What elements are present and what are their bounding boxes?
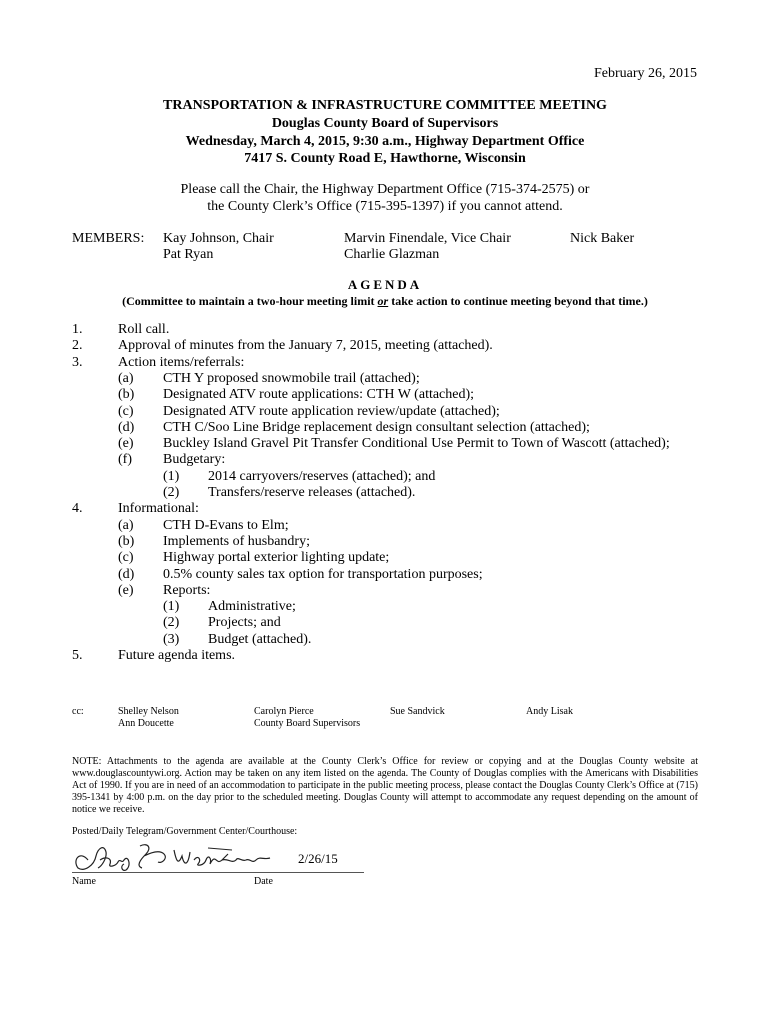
agenda-item-text: Implements of husbandry; <box>163 533 310 549</box>
cc-recipient: County Board Supervisors <box>254 718 361 729</box>
agenda-item-number: 3. <box>72 354 83 370</box>
agenda-item-text: Approval of minutes from the January 7, 2015, meeting (attached). <box>118 338 493 354</box>
agenda-note <box>0 294 770 309</box>
agenda-item-text: Action items/referrals: <box>118 354 245 370</box>
date-label: Date <box>254 876 273 887</box>
agenda-item-number: (d) <box>118 419 135 435</box>
member-name: Nick Baker <box>570 231 635 246</box>
member-name: Kay Johnson, Chair <box>163 231 274 246</box>
agenda-item-text: Future agenda items. <box>118 648 236 663</box>
agenda-item-text: Projects; and <box>208 615 281 631</box>
agenda-item-number: (f) <box>118 452 132 468</box>
agenda-item-number: (e) <box>118 436 134 452</box>
cc-recipient: Andy Lisak <box>526 706 573 717</box>
agenda-item-text: Budget (attached). <box>208 631 312 647</box>
agenda-item-number: (c) <box>118 550 134 566</box>
agenda-title: AGENDA <box>347 277 423 292</box>
cc-recipient: Sue Sandvick <box>390 706 445 717</box>
meeting-datetime: Wednesday, March 4, 2015, 9:30 a.m., Highway Department Office <box>185 134 585 149</box>
agenda-item-number: (2) <box>163 615 180 631</box>
agenda-item-text: CTH C/Soo Line Bridge replacement design consultant selection (attached); <box>163 419 590 435</box>
agenda-item-text: Highway portal exterior lighting update; <box>163 550 390 566</box>
cc-recipient: Ann Doucette <box>118 718 174 729</box>
agenda-item-text: Designated ATV route application review/update (attached); <box>163 403 500 419</box>
cc-recipient: Carolyn Pierce <box>254 706 314 717</box>
agenda-item-number: (d) <box>118 566 135 582</box>
agenda-item-text: CTH Y proposed snowmobile trail (attached); <box>163 370 420 386</box>
agenda-item-number: 4. <box>72 501 83 517</box>
accessibility-note: NOTE: Attachments to the agenda are available at the County Clerk’s Office for review or copying and at the Douglas County website at www.douglascountywi.org. Action may be taken on any item listed on the agenda. The County of Douglas complies with the Americans with Disabilities Act of 1990. If you are in need of an accommodation to participate in the public meeting process, please contact the Douglas County Clerk’s Office at (715) 395-1341 by 4:00 p.m. on the day prior to the scheduled meeting. Douglas County will attempt to accommodate any request depending on the amount of notice we receive. <box>72 756 698 815</box>
document-date: February 26, 2015 <box>593 66 697 81</box>
agenda-item-number: (e) <box>118 582 134 598</box>
member-name: Marvin Finendale, Vice Chair <box>344 231 511 246</box>
attendance-instructions-line1: Please call the Chair, the Highway Department Office (715-374-2575) or <box>180 182 590 197</box>
agenda-item-text: CTH D-Evans to Elm; <box>163 517 289 533</box>
members-label: MEMBERS: <box>72 231 145 246</box>
agenda-item-number: (2) <box>163 485 180 500</box>
board-name: Douglas County Board of Supervisors <box>271 116 499 131</box>
agenda-item-text: Transfers/reserve releases (attached). <box>208 485 416 500</box>
handwritten-signature <box>66 838 286 874</box>
signed-date: 2/26/15 <box>298 851 338 866</box>
agenda-item-text: Budgetary: <box>163 452 226 468</box>
agenda-item-number: (b) <box>118 387 135 403</box>
posting-label: Posted/Daily Telegram/Government Center/Courthouse: <box>72 826 298 837</box>
meeting-title: TRANSPORTATION & INFRASTRUCTURE COMMITTEE MEETING <box>163 98 607 113</box>
cc-recipient: Shelley Nelson <box>118 706 179 717</box>
name-label: Name <box>72 876 96 887</box>
agenda-item-text: Reports: <box>163 582 211 598</box>
meeting-address: 7417 S. County Road E, Hawthorne, Wisconsin <box>244 151 526 166</box>
agenda-item-number: (3) <box>163 631 180 647</box>
agenda-item-text: 2014 carryovers/reserves (attached); and <box>208 468 436 484</box>
agenda-item-number: (a) <box>118 370 134 386</box>
agenda-item-text: 0.5% county sales tax option for transportation purposes; <box>163 566 483 582</box>
agenda-item-number: (a) <box>118 517 134 533</box>
agenda-note-end: take action to continue meeting beyond that time.) <box>388 294 648 308</box>
agenda-note-or: or <box>377 294 389 308</box>
agenda-item-text: Informational: <box>118 501 199 517</box>
attendance-instructions-line2: the County Clerk’s Office (715-395-1397) if you cannot attend. <box>207 199 563 214</box>
signature-line <box>72 872 364 873</box>
member-name: Charlie Glazman <box>344 247 440 262</box>
agenda-item-number: 5. <box>72 648 83 663</box>
member-name: Pat Ryan <box>163 247 214 262</box>
agenda-item-number: (b) <box>118 533 135 549</box>
agenda-note-start: (Committee to maintain a two-hour meeting limit <box>122 294 378 308</box>
agenda-item-text: Administrative; <box>208 599 296 615</box>
cc-label: cc: <box>72 706 84 717</box>
agenda-item-number: (c) <box>118 403 134 419</box>
agenda-item-text: Roll call. <box>118 322 170 337</box>
agenda-item-number: (1) <box>163 468 180 484</box>
agenda-item-number: (1) <box>163 599 180 615</box>
agenda-item-number: 2. <box>72 338 83 354</box>
agenda-item-number: 1. <box>72 322 83 337</box>
agenda-item-text: Designated ATV route applications: CTH W (attached); <box>163 387 475 403</box>
agenda-item-text: Buckley Island Gravel Pit Transfer Conditional Use Permit to Town of Wascott (attached); <box>163 436 670 452</box>
